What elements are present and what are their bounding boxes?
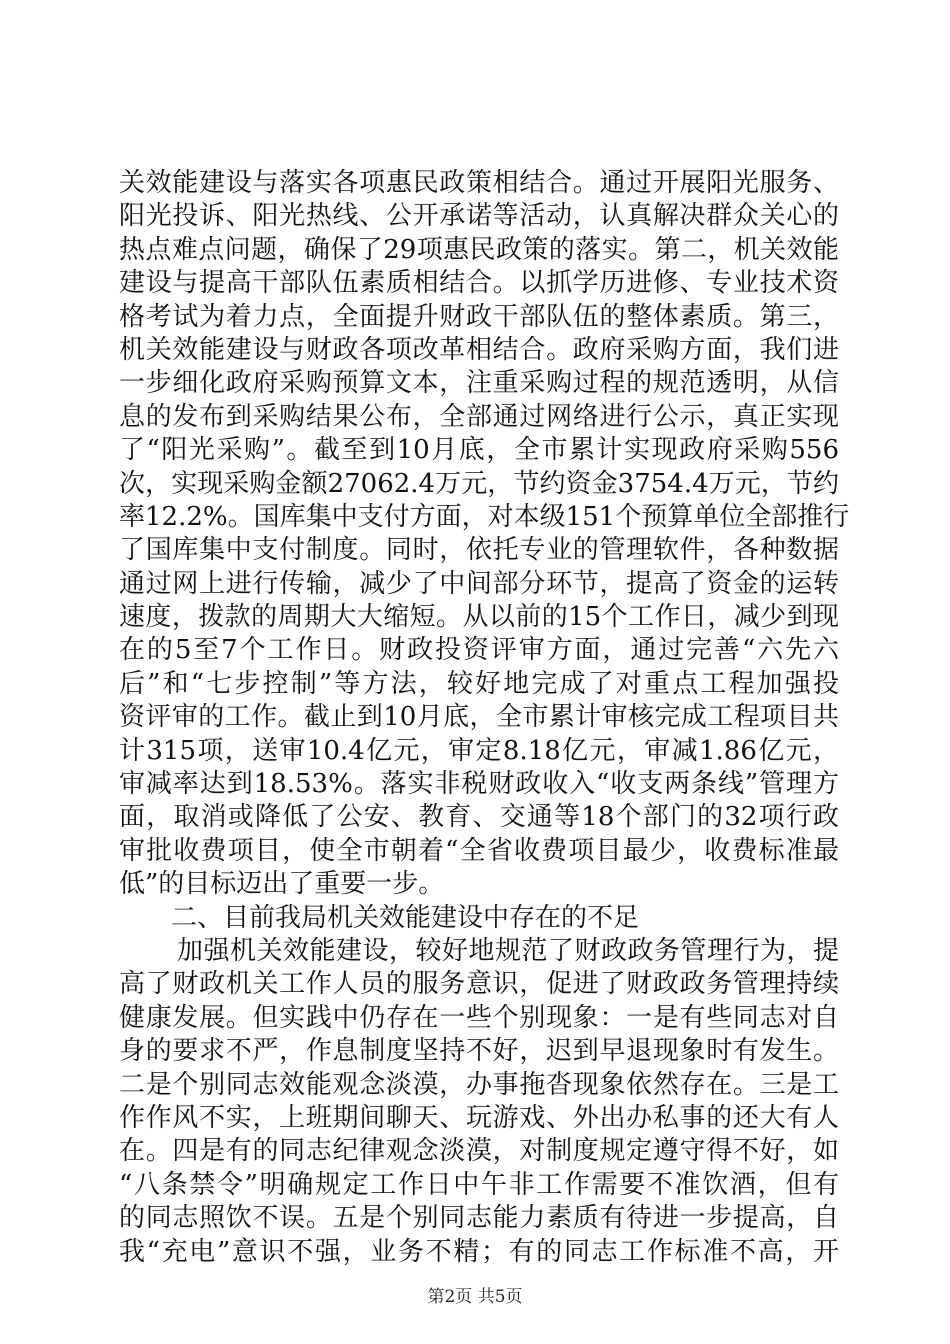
paragraph-line: 加强机关效能建设，较好地规范了财政政务管理行为，提: [177, 935, 839, 966]
paragraph-line: 审批收费项目，使全市朝着“全省收费项目最少，收费标准最: [119, 835, 839, 866]
paragraph-line: 资评审的工作。截止到10月底，全市累计审核完成工程项目共: [119, 702, 839, 733]
paragraph-line: 了“阳光采购”。截至到10月底，全市累计实现政府采购556: [119, 435, 839, 466]
paragraph-line: 我“充电”意识不强，业务不精；有的同志工作标准不高，开: [119, 1236, 839, 1267]
paragraph-line: 计315项，送审10.4亿元，审定8.18亿元，审减1.86亿元，: [119, 735, 839, 766]
paragraph-line: 的同志照饮不误。五是个别同志能力素质有待进一步提高，自: [119, 1203, 839, 1234]
paragraph-line: 通过网上进行传输，减少了中间部分环节，提高了资金的运转: [119, 568, 839, 599]
paragraph-line: 格考试为着力点，全面提升财政干部队伍的整体素质。第三，: [119, 301, 839, 332]
paragraph-line: 息的发布到采购结果公布，全部通过网络进行公示，真正实现: [119, 401, 839, 432]
paragraph-line: 低”的目标迈出了重要一步。: [119, 869, 445, 900]
section-heading: 二、目前我局机关效能建设中存在的不足: [171, 902, 640, 933]
paragraph-line: 一步细化政府采购预算文本，注重采购过程的规范透明，从信: [119, 368, 839, 399]
paragraph-line: 作作风不实，上班期间聊天、玩游戏、外出办私事的还大有人: [119, 1102, 839, 1133]
paragraph-line: 面，取消或降低了公安、教育、交通等18个部门的32项行政: [119, 802, 839, 833]
paragraph-line: 建设与提高干部队伍素质相结合。以抓学历进修、专业技术资: [119, 268, 839, 299]
paragraph-line: 审减率达到18.53%。落实非税财政收入“收支两条线”管理方: [119, 769, 839, 800]
document-body: [119, 167, 850, 1269]
paragraph-line: 热点难点问题，确保了29项惠民政策的落实。第二，机关效能: [119, 234, 839, 265]
paragraph-line: 二是个别同志效能观念淡漠，办事拖沓现象依然存在。三是工: [119, 1069, 839, 1100]
paragraph-line: 机关效能建设与财政各项改革相结合。政府采购方面，我们进: [119, 334, 839, 365]
paragraph-line: 了国库集中支付制度。同时，依托专业的管理软件，各种数据: [119, 535, 839, 566]
paragraph-line: 阳光投诉、阳光热线、公开承诺等活动，认真解决群众关心的: [119, 201, 839, 232]
page-number-footer: 第2页 共5页: [427, 1287, 523, 1307]
paragraph-line: 速度，拨款的周期大大缩短。从以前的15个工作日，减少到现: [119, 602, 839, 633]
paragraph-line: 率12.2%。国库集中支付方面，对本级151个预算单位全部推行: [119, 501, 850, 532]
paragraph-line: 在的5至7个工作日。财政投资评审方面，通过完善“六先六: [119, 635, 839, 666]
paragraph-line: “八条禁令”明确规定工作日中午非工作需要不准饮酒，但有: [119, 1169, 839, 1200]
paragraph-line: 身的要求不严，作息制度坚持不好，迟到早退现象时有发生。: [119, 1036, 839, 1067]
paragraph-line: 高了财政机关工作人员的服务意识，促进了财政政务管理持续: [119, 969, 839, 1000]
paragraph-line: 后”和“七步控制”等方法，较好地完成了对重点工程加强投: [119, 668, 839, 699]
paragraph-line: 在。四是有的同志纪律观念淡漠，对制度规定遵守得不好，如: [119, 1136, 839, 1167]
paragraph-line: 次，实现采购金额27062.4万元，节约资金3754.4万元，节约: [119, 468, 839, 499]
paragraph-line: 健康发展。但实践中仍存在一些个别现象：一是有些同志对自: [119, 1002, 839, 1033]
paragraph-line: 关效能建设与落实各项惠民政策相结合。通过开展阳光服务、: [119, 168, 839, 198]
